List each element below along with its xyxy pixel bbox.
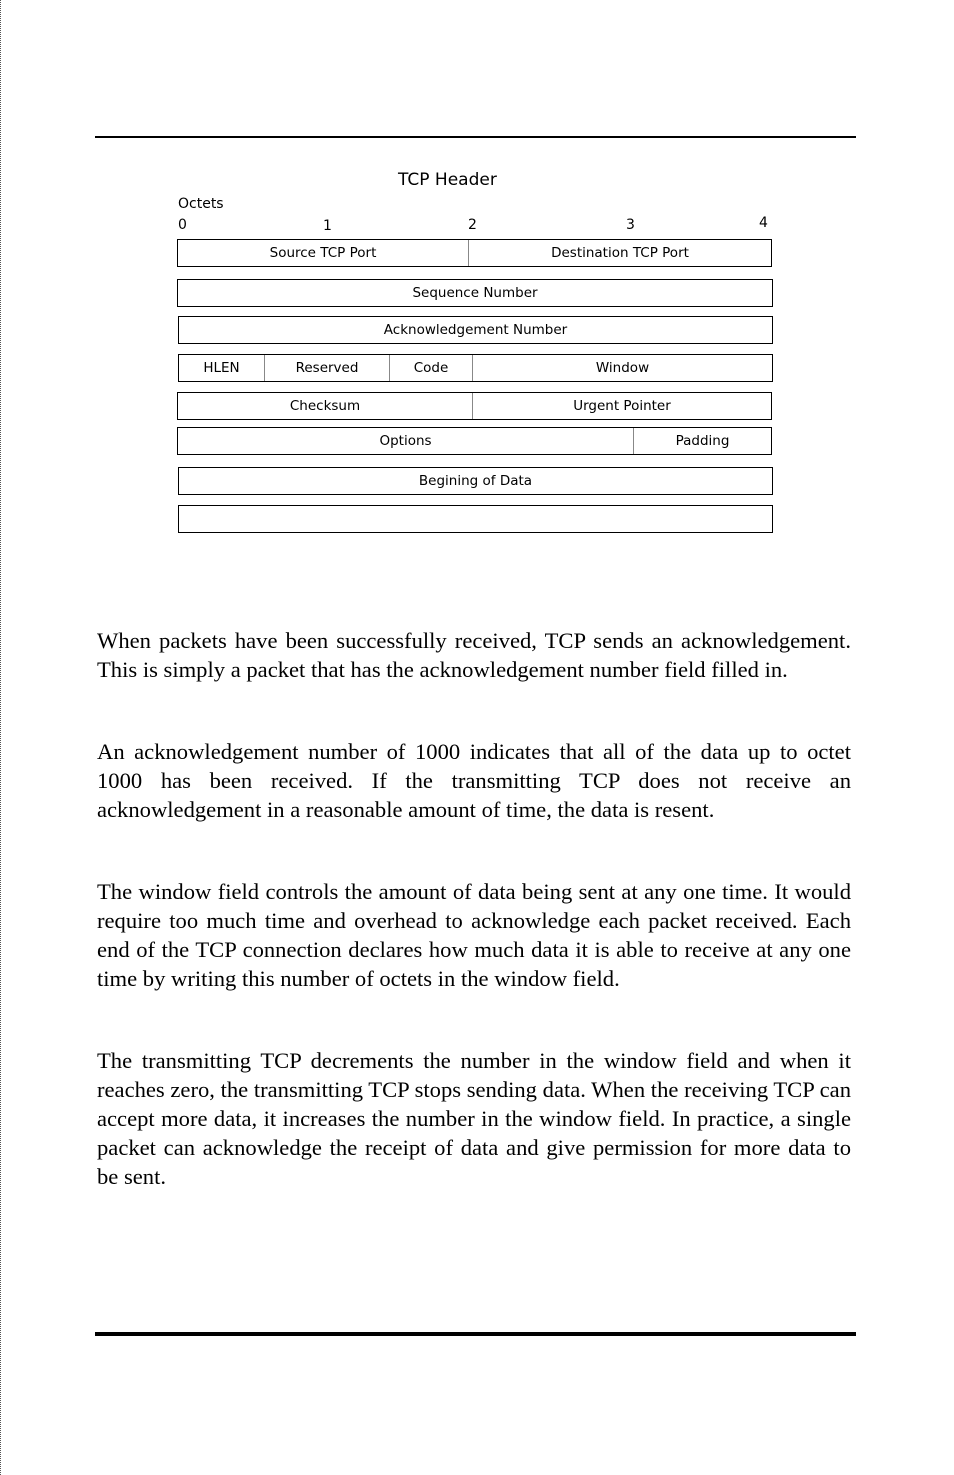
footer-rule xyxy=(95,1332,856,1336)
row-acknowledgement xyxy=(178,316,773,344)
field-checksum: Checksum xyxy=(289,398,361,414)
row-data xyxy=(178,467,773,495)
paragraph-acknowledgement: When packets have been successfully received, TCP sends an acknowledgement. This is simply a packet that has the acknowledgement number field filled in. xyxy=(97,628,851,682)
row-options xyxy=(177,427,772,455)
field-source-tcp-port: Source TCP Port xyxy=(269,245,377,261)
field-options: Options xyxy=(379,433,432,449)
octet-tick-1: 1 xyxy=(323,218,332,234)
row-sequence xyxy=(177,279,773,307)
row-hlen-window xyxy=(178,354,773,382)
field-empty xyxy=(179,506,772,532)
row-ports xyxy=(177,239,772,267)
field-destination-tcp-port: Destination TCP Port xyxy=(468,240,771,266)
field-urgent-pointer: Urgent Pointer xyxy=(472,393,771,419)
field-reserved: Reserved xyxy=(264,355,389,381)
paragraph-window-field: The window field controls the amount of data being sent at any one time. It would require too much time and overhead to acknowledge each packet received. Each end of the TCP connection declares how much data it is able to receive at any one time by writing this number of octets in the window field. xyxy=(97,879,851,991)
paragraph-window-decrement: The transmitting TCP decrements the number in the window field and when it reaches zero, the transmitting TCP stops sending data. When the receiving TCP can accept more data, it increases the number in the window field. In practice, a single packet can acknowledge the receipt of data and give permission for more data to be sent. xyxy=(97,1048,851,1189)
octets-label: Octets xyxy=(178,196,224,212)
field-sequence-number: Sequence Number xyxy=(412,285,538,301)
tcp-header-diagram xyxy=(0,0,954,560)
field-beginning-of-data: Begining of Data xyxy=(418,473,533,489)
octet-tick-4: 4 xyxy=(759,215,768,231)
field-window: Window xyxy=(472,355,772,381)
octet-tick-2: 2 xyxy=(468,217,477,233)
paragraph-ack-number: An acknowledgement number of 1000 indicates that all of the data up to octet 1000 has been received. If the transmitting TCP does not receive an acknowledgement in a reasonable amount of time, the data is resent. xyxy=(97,739,851,822)
octet-tick-3: 3 xyxy=(626,217,635,233)
diagram-title: TCP Header xyxy=(398,170,497,190)
octet-tick-0: 0 xyxy=(178,217,187,233)
field-hlen: HLEN xyxy=(203,360,240,376)
row-empty xyxy=(178,505,773,533)
field-code: Code xyxy=(389,355,472,381)
field-padding: Padding xyxy=(633,428,771,454)
field-acknowledgement-number: Acknowledgement Number xyxy=(383,322,568,338)
row-checksum xyxy=(177,392,772,420)
